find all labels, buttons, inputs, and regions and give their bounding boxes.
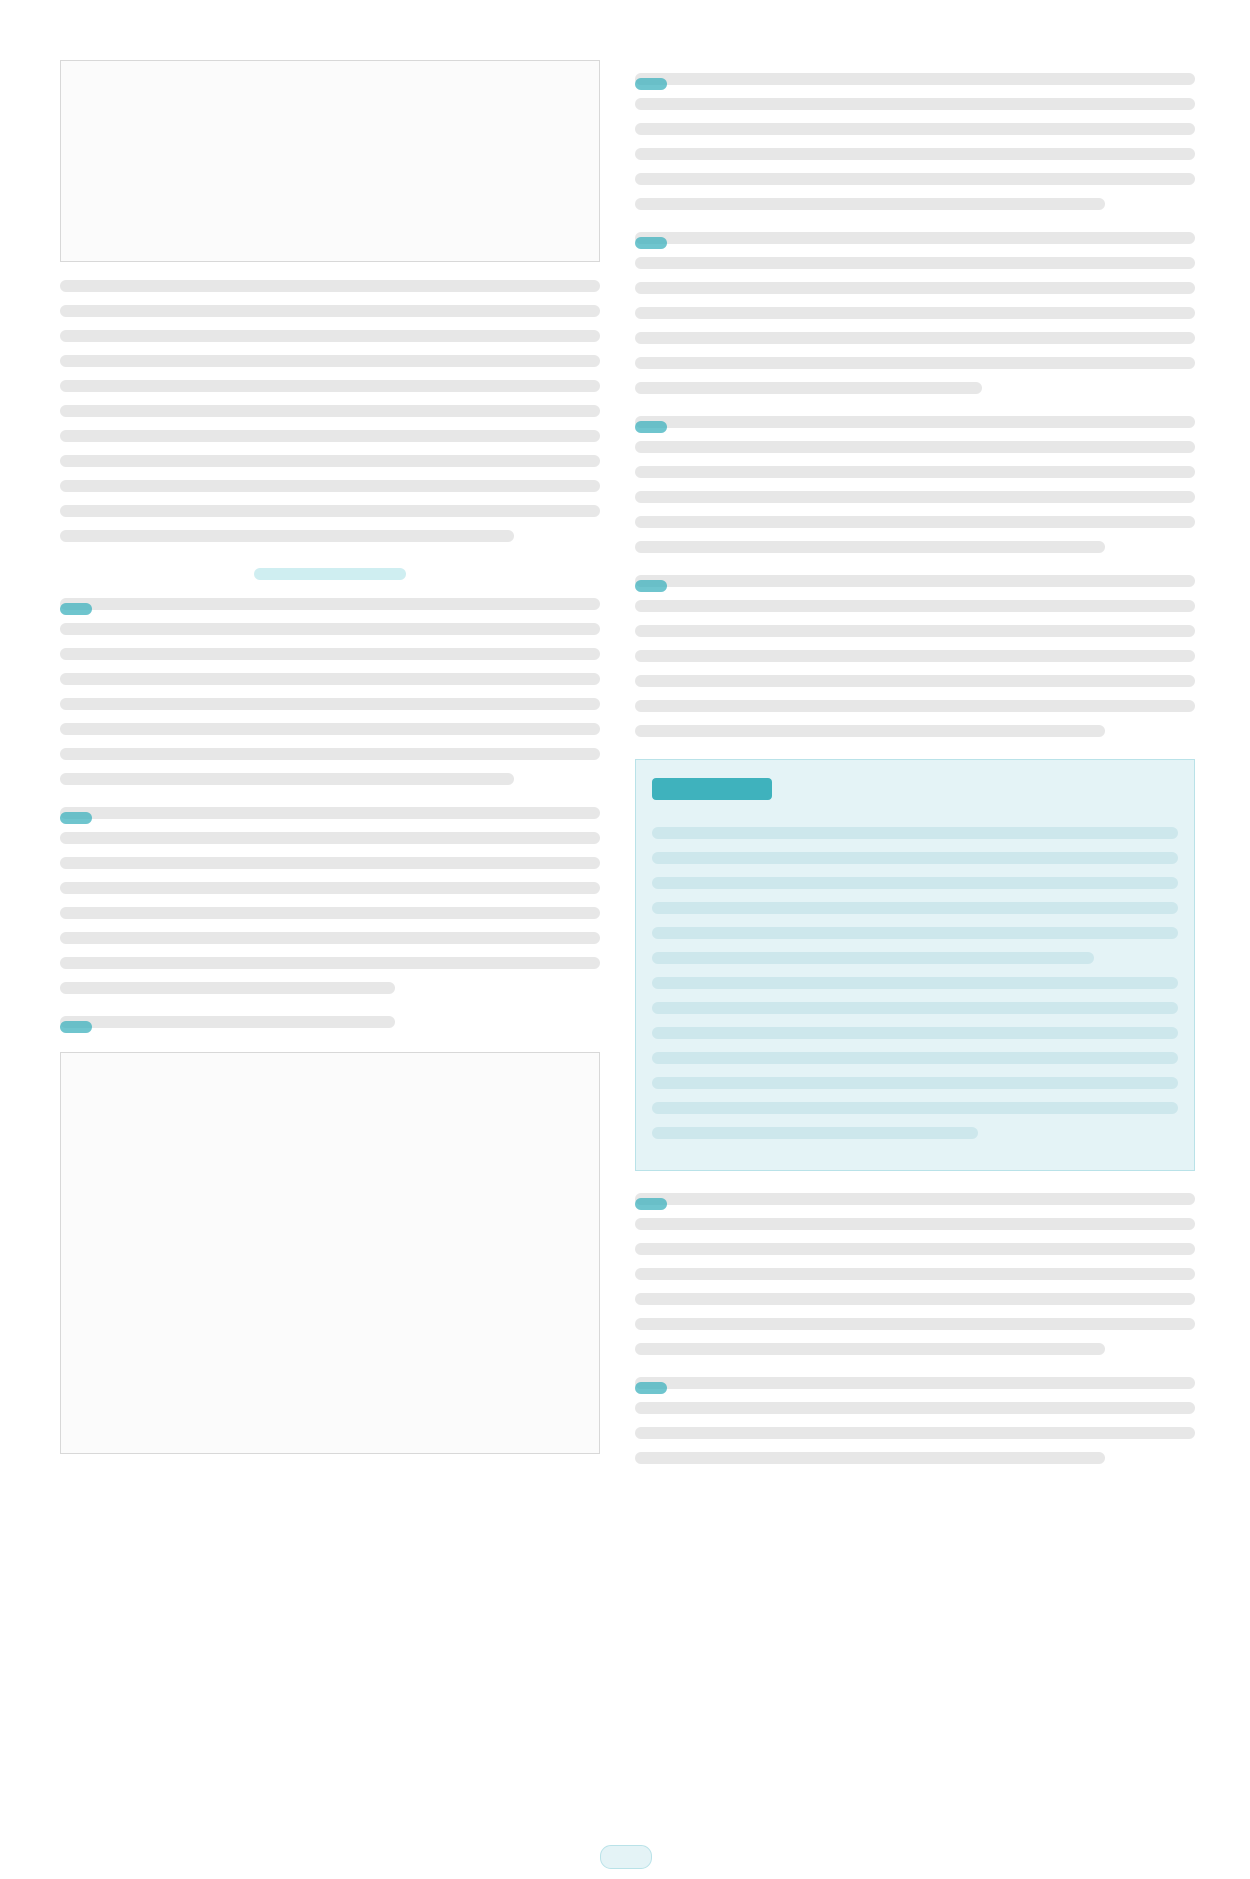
answer-item [60, 1016, 600, 1028]
answer-item [635, 1193, 1195, 1355]
page-number [600, 1845, 652, 1869]
answer-item [635, 73, 1195, 210]
text-paragraph [60, 280, 600, 542]
answer-item [635, 232, 1195, 394]
answer-item [635, 416, 1195, 553]
section-divider [60, 568, 600, 580]
diagram-figure [60, 60, 600, 262]
answer-item [60, 807, 600, 994]
answer-item [635, 575, 1195, 737]
extension-box [635, 759, 1195, 1171]
answer-item [60, 598, 600, 785]
answer-item [635, 1377, 1195, 1464]
chart-figure [60, 1052, 600, 1454]
right-column [635, 60, 1195, 1486]
left-column [60, 60, 600, 1472]
extension-tag [652, 778, 772, 800]
